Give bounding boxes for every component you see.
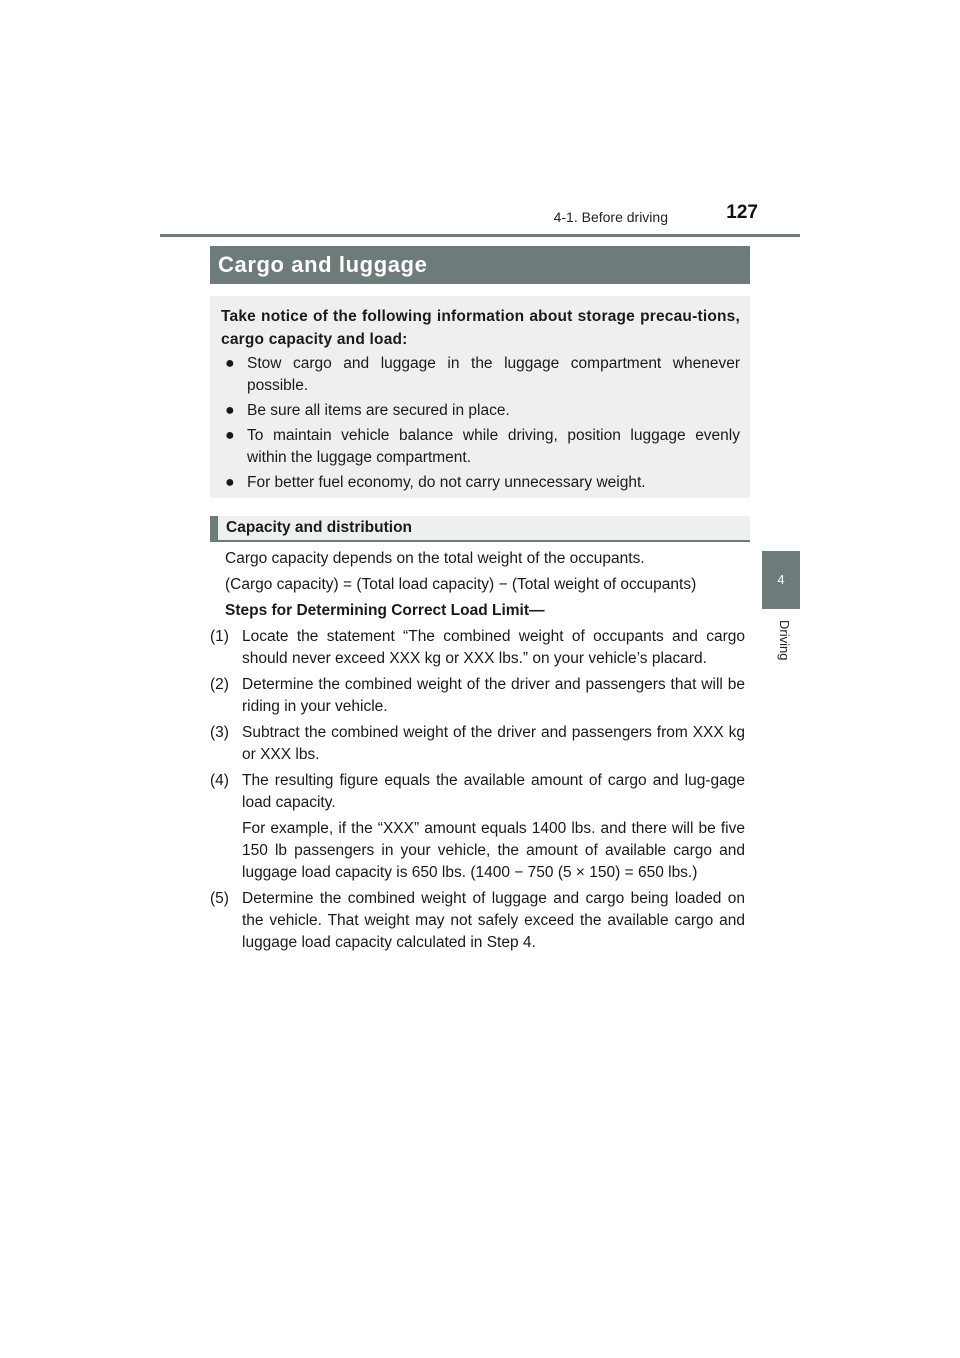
bullet-text: Be sure all items are secured in place. [247, 402, 510, 419]
capacity-formula: (Cargo capacity) = (Total load capacity) − (Total weight of occupants) [225, 576, 697, 593]
bullet-text: Stow cargo and luggage in the luggage compartment whenever possible. [247, 355, 740, 394]
bullet-text: For better fuel economy, do not carry unnecessary weight. [247, 474, 646, 491]
section-heading-bar [210, 516, 750, 542]
bullet-icon: ● [225, 427, 235, 444]
bullet-list [221, 353, 740, 494]
intro-lead: Take notice of the following information about storage precau-tions, cargo capacity and load: [221, 308, 740, 348]
section-heading: Capacity and distribution [226, 519, 413, 536]
chapter-tab: 4 [762, 551, 800, 609]
bullet-icon: ● [225, 474, 235, 491]
step-item [210, 626, 745, 670]
section-body [210, 548, 745, 958]
list-item [221, 472, 740, 494]
step-number: (1) [210, 628, 229, 645]
step-item [210, 888, 745, 954]
step-text: Determine the combined weight of luggage and cargo being loaded on the vehicle. That weight may not safely exceed the available cargo and luggage load capacity calculated in Step 4. [242, 890, 745, 951]
steps-title: Steps for Determining Correct Load Limit— [225, 602, 545, 619]
chapter-label: Driving [777, 620, 792, 661]
step-number: (2) [210, 676, 229, 693]
bullet-icon: ● [225, 402, 235, 419]
page-title: Cargo and luggage [218, 252, 428, 277]
step-text: Determine the combined weight of the driver and passengers that will be riding in your vehicle. [242, 676, 745, 715]
title-bar [210, 246, 750, 284]
bullet-text: To maintain vehicle balance while driving, position luggage evenly within the luggage compartment. [247, 427, 740, 466]
page-number: 127 [726, 202, 758, 223]
page-header [160, 200, 800, 237]
list-item [221, 425, 740, 469]
step-text: The resulting figure equals the available amount of cargo and lug-gage load capacity. [242, 772, 745, 811]
bullet-icon: ● [225, 355, 235, 372]
step-number: (5) [210, 890, 229, 907]
step-item [210, 722, 745, 766]
step-item [210, 674, 745, 718]
intro-box [210, 296, 750, 498]
capacity-paragraph: Cargo capacity depends on the total weight of the occupants. [225, 550, 645, 567]
step-number: (3) [210, 724, 229, 741]
list-item [221, 353, 740, 397]
step-text: Locate the statement “The combined weight of occupants and cargo should never exceed XXX kg or XXX lbs.” on your vehicle’s placard. [242, 628, 745, 667]
step-number: (4) [210, 772, 229, 789]
step-example: For example, if the “XXX” amount equals 1400 lbs. and there will be five 150 lb passengers in your vehicle, the amount of available cargo and luggage load capacity is 650 lbs. (1400 − 750 (5 × 150) = 650 lbs.) [242, 820, 745, 881]
section-label: 4-1. Before driving [553, 209, 668, 225]
step-item [210, 770, 745, 814]
step-text: Subtract the combined weight of the driver and passengers from XXX kg or XXX lbs. [242, 724, 745, 763]
list-item [221, 400, 740, 422]
